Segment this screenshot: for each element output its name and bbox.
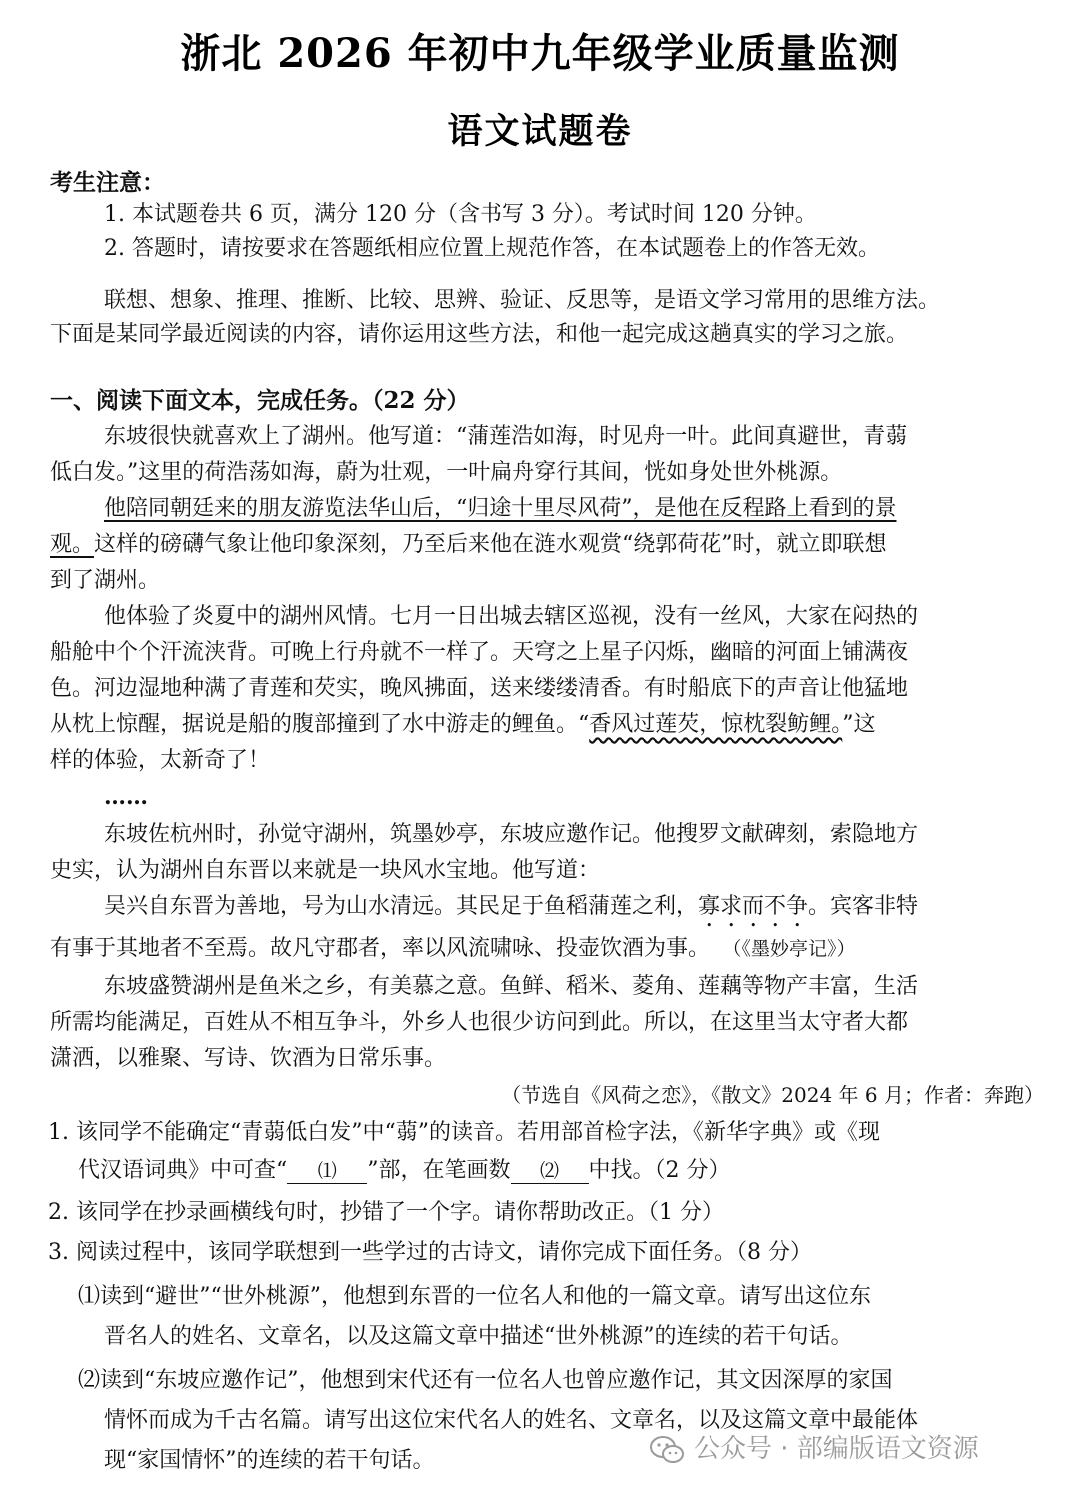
question-text: 代汉语词典》中可查“ bbox=[78, 1158, 288, 1183]
answer-blank-2[interactable]: ⑵ bbox=[511, 1159, 589, 1184]
question-3-2-continued: 现“家国情怀”的连续的若干句话。 bbox=[104, 1448, 435, 1473]
passage-line: 所需均能满足，百姓从不相互争斗，外乡人也很少访问到此。所以，在这里当太守者大都 bbox=[50, 1010, 909, 1035]
quote-text: 有事于其地者不至焉。故凡守郡者，率以风流啸咏、投壶饮酒为事。 bbox=[50, 936, 711, 961]
passage-line: 到了湖州。 bbox=[50, 568, 161, 593]
passage-line bbox=[50, 530, 1058, 560]
question-3-1-continued: 晋名人的姓名、文章名，以及这篇文章中描述“世外桃源”的连续的若干句话。 bbox=[104, 1324, 853, 1349]
passage-text: ”这 bbox=[842, 712, 876, 737]
wechat-icon bbox=[650, 1435, 684, 1465]
intro-line-1: 联想、想象、推理、推断、比较、思辨、验证、反思等，是语文学习常用的思维方法。 bbox=[104, 288, 941, 313]
passage-line: 潇洒，以雅聚、写诗、饮酒为日常乐事。 bbox=[50, 1046, 447, 1071]
wavy-underlined-verse: 香风过莲芡，惊枕裂鲂鲤。 bbox=[589, 712, 843, 737]
passage-line: 样的体验，太新奇了！ bbox=[50, 748, 271, 773]
quote-text: 。宾客非特 bbox=[808, 894, 919, 919]
ellipsis: …… bbox=[104, 784, 148, 810]
answer-blank-1[interactable]: ⑴ bbox=[287, 1159, 367, 1184]
passage-line bbox=[50, 710, 1058, 740]
passage-line: 东坡盛赞湖州是鱼米之乡，有美慕之意。鱼鲜、稻米、菱角、莲藕等物产丰富，生活 bbox=[104, 974, 919, 999]
exam-subtitle: 语文试题卷 bbox=[447, 111, 633, 152]
watermark-text: 公众号 · 部编版语文资源 bbox=[694, 1434, 979, 1464]
dotted-phrase: 寡求而不争 bbox=[698, 894, 809, 919]
passage-line: 东坡佐杭州时，孙觉守湖州，筑墨妙亭，东坡应邀作记。他搜罗文献碑刻，索隐地方 bbox=[104, 822, 919, 847]
question-3-1: ⑴读到“避世”“世外桃源”，他想到东晋的一位名人和他的一篇文章。请写出这位东 bbox=[78, 1284, 871, 1309]
intro-line-2: 下面是某同学最近阅读的内容，请你运用这些方法，和他一起完成这趟真实的学习之旅。 bbox=[50, 322, 909, 347]
passage-source: （节选自《风荷之恋》，《散文》2024 年 6 月；作者：奔跑） bbox=[501, 1083, 1044, 1107]
notice-item-2: 2. 答题时，请按要求在答题纸相应位置上规范作答，在本试题卷上的作答无效。 bbox=[104, 236, 880, 261]
question-1-continued bbox=[78, 1156, 1080, 1186]
question-2: 2. 该同学在抄录画横线句时，抄错了一个字。请你帮助改正。（1 分） bbox=[48, 1200, 724, 1225]
passage-line: 史实，认为湖州自东晋以来就是一块风水宝地。他写道： bbox=[50, 858, 601, 883]
question-1: 1. 该同学不能确定“青蒻低白发”中“蒻”的读音。若用部首检字法，《新华字典》或《现 bbox=[48, 1120, 880, 1145]
watermark bbox=[650, 1428, 979, 1465]
passage-line: 他体验了炎夏中的湖州风情。七月一日出城去辖区巡视，没有一丝风，大家在闷热的 bbox=[104, 604, 919, 629]
section-heading: 一、阅读下面文本，完成任务。（22 分） bbox=[50, 387, 470, 414]
passage-line: 低白发。”这里的荷浩荡如海，蔚为壮观，一叶扁舟穿行其间，恍如身处世外桃源。 bbox=[50, 460, 843, 485]
quote-text: 吴兴自东晋为善地，号为山水清远。其民足于鱼稻蒲莲之利， bbox=[104, 894, 699, 919]
passage-line: 船舱中个个汗流浃背。可晚上行舟就不一样了。天穹之上星子闪烁，幽暗的河面上铺满夜 bbox=[50, 640, 909, 665]
question-3-2-continued: 情怀而成为千古名篇。请写出这位宋代名人的姓名、文章名，以及这篇文章中最能体 bbox=[104, 1408, 919, 1433]
passage-line: 东坡很快就喜欢上了湖州。他写道：“蒲莲浩如海，时见舟一叶。此间真避世，青蒻 bbox=[104, 424, 908, 449]
underlined-sentence: 他陪同朝廷来的朋友游览法华山后，“归途十里尽风荷”，是他在反程路上看到的景 bbox=[104, 496, 897, 521]
quote-line bbox=[50, 934, 1058, 964]
passage-line: 色。河边湿地种满了青莲和芡实，晚风拂面，送来缕缕清香。有时船底下的声音让他猛地 bbox=[50, 676, 909, 701]
question-3: 3. 阅读过程中，该同学联想到一些学过的古诗文，请你完成下面任务。（8 分） bbox=[48, 1240, 812, 1265]
quote-source: （《墨妙亭记》） bbox=[732, 938, 856, 960]
quote-line bbox=[104, 892, 1058, 932]
passage-text: 从枕上惊醒，据说是船的腹部撞到了水中游走的鲤鱼。“ bbox=[50, 712, 590, 737]
underlined-sentence-end: 观。 bbox=[50, 532, 95, 557]
question-3-2: ⑵读到“东坡应邀作记”，他想到宋代还有一位名人也曾应邀作记，其文因深厚的家国 bbox=[78, 1368, 893, 1393]
question-text: ”部，在笔画数 bbox=[367, 1158, 511, 1183]
question-text: 中找。（2 分） bbox=[588, 1158, 731, 1183]
notice-item-1: 1. 本试题卷共 6 页，满分 120 分（含书写 3 分）。考试时间 120 分钟。 bbox=[104, 202, 817, 227]
passage-text: 这样的磅礴气象让他印象深刻，乃至后来他在涟水观赏“绕郭荷花”时，就立即联想 bbox=[94, 532, 887, 557]
notice-heading: 考生注意： bbox=[50, 169, 165, 196]
exam-title: 浙北 2026 年初中九年级学业质量监测 bbox=[180, 30, 900, 77]
